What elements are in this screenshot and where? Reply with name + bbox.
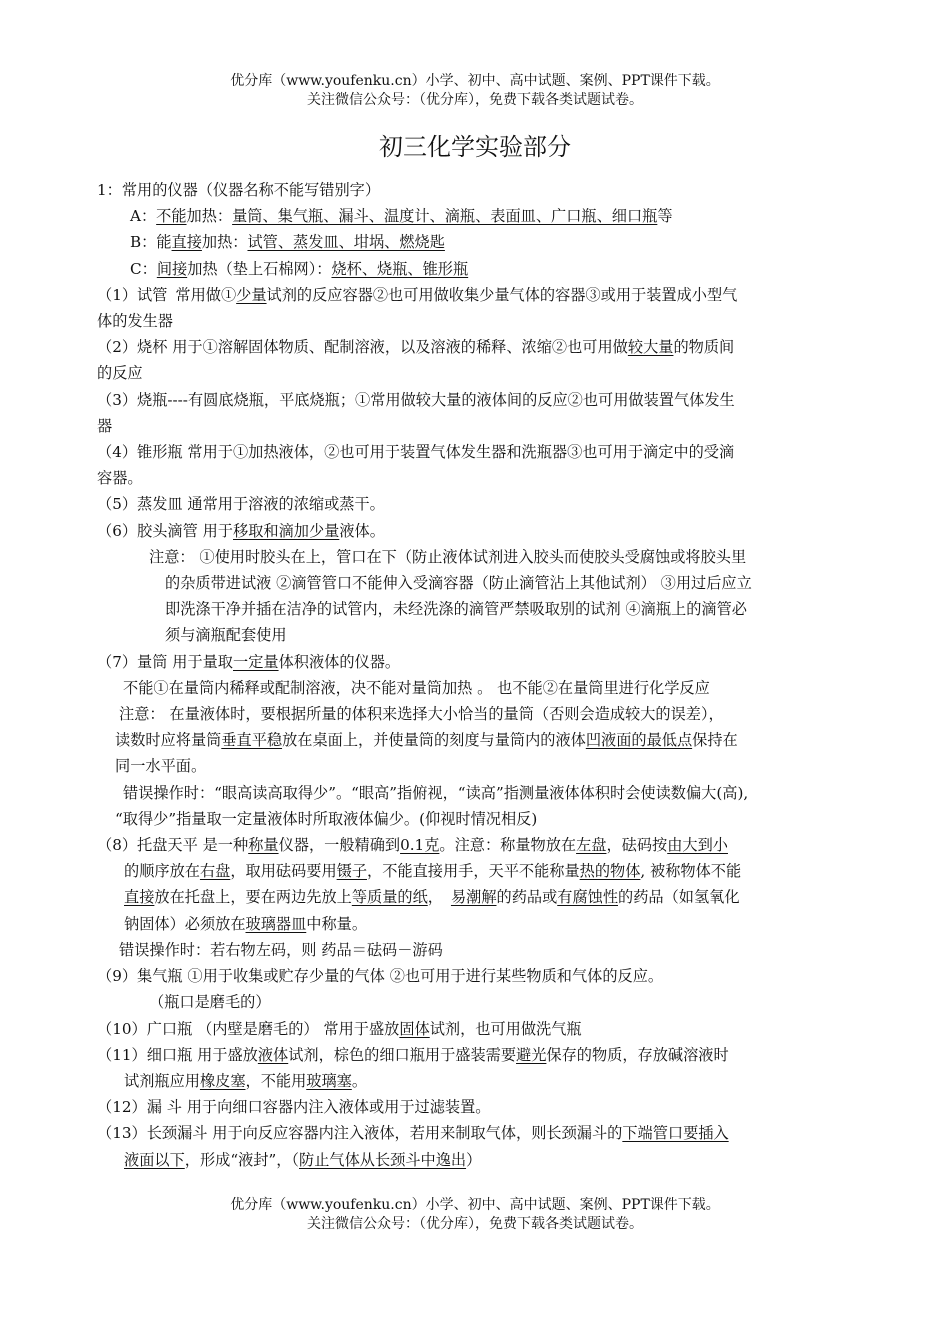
item-8-error: 错误操作时：若右物左码，则 药品＝砝码－游码 <box>119 940 443 959</box>
item-7-line-6: 错误操作时：“眼高读高取得少”。“眼高”指俯视，“读高”指测量液体体积时会使读数偏大(高), <box>123 783 749 802</box>
item-5: （5）蒸发皿 通常用于溶液的浓缩或蒸干。 <box>97 495 385 514</box>
item-12: （12）漏 斗 用于向细口容器内注入液体或用于过滤装置。 <box>97 1098 491 1117</box>
item-7-line-1: （7）量筒 用于量取一定量体积液体的仪器。 <box>97 652 401 671</box>
item-11-line-1: （11）细口瓶 用于盛放液体试剂，棕色的细口瓶用于盛装需要避光保存的物质，存放碱溶液时 <box>97 1045 729 1064</box>
category-a: A：不能加热：量筒、集气瓶、漏斗、温度计、滴瓶、表面皿、广口瓶、细口瓶等 <box>130 207 673 226</box>
category-c: C：间接加热（垫上石棉网）：烧杯、烧瓶、锥形瓶 <box>130 259 469 278</box>
item-6-note-4: 须与滴瓶配套使用 <box>165 626 287 645</box>
footer-line-2: 关注微信公众号：（优分库），免费下载各类试题试卷。 <box>307 1216 643 1232</box>
item-7-line-5: 同一水平面。 <box>115 757 207 776</box>
item-2-line-2: 的反应 <box>97 364 143 383</box>
item-7-line-3: 注意： 在量液体时，要根据所量的体积来选择大小恰当的量筒（否则会造成较大的误差）， <box>119 705 724 724</box>
item-8-line-1: （8）托盘天平 是一种称量仪器，一般精确到0.1克。注意：称量物放在左盘，砝码按由大到小 <box>97 836 728 855</box>
item-13-line-1: （13）长颈漏斗 用于向反应容器内注入液体，若用来制取气体，则长颈漏斗的下端管口要插入 <box>97 1124 729 1143</box>
item-9-line-2: （瓶口是磨毛的） <box>149 993 271 1012</box>
page-header <box>0 72 950 110</box>
item-7-line-2: 不能①在量筒内稀释或配制溶液，决不能对量筒加热 。 也不能②在量筒里进行化学反应 <box>123 678 710 697</box>
item-8-line-4: 钠固体）必须放在玻璃器皿中称量。 <box>124 914 367 933</box>
section-heading: 1：常用的仪器（仪器名称不能写错别字） <box>97 181 381 199</box>
page-title: 初三化学实验部分 <box>379 133 571 161</box>
item-3-line-1: （3）烧瓶----有圆底烧瓶，平底烧瓶；①常用做较大量的液体间的反应②也可用做装置气体发生 <box>97 390 735 409</box>
item-13-line-2: 液面以下，形成“液封”，（防止气体从长颈斗中逸出） <box>124 1150 482 1169</box>
item-8-line-2: 的顺序放在右盘，取用砝码要用镊子，不能直接用手，天平不能称量热的物体, 被称物体不能 <box>124 862 742 881</box>
item-8-line-3: 直接放在托盘上，要在两边先放上等质量的纸， 易潮解的药品或有腐蚀性的药品（如氢氧化 <box>124 888 740 907</box>
item-7-line-4: 读数时应将量筒垂直平稳放在桌面上，并使量筒的刻度与量筒内的液体凹液面的最低点保持在 <box>115 731 738 750</box>
page-footer <box>0 1196 950 1234</box>
item-7-line-7: “取得少”指量取一定量液体时所取液体偏少。(仰视时情况相反) <box>115 809 538 828</box>
item-10: （10）广口瓶 （内壁是磨毛的） 常用于盛放固体试剂，也可用做洗气瓶 <box>97 1019 582 1038</box>
item-2-line-1: （2）烧杯 用于①溶解固体物质、配制溶液，以及溶液的稀释、浓缩②也可用做较大量的物质间 <box>97 338 735 357</box>
header-line-2: 关注微信公众号：（优分库），免费下载各类试题试卷。 <box>307 92 643 108</box>
item-1-line-1: （1）试管 常用做①少量试剂的反应容器②也可用做收集少量气体的容器③或用于装置成小型气 <box>97 285 738 304</box>
item-1-line-2: 体的发生器 <box>97 312 173 331</box>
item-6-note-1: 注意： ①使用时胶头在上，管口在下（防止液体试剂进入胶头而使胶头受腐蚀或将胶头里 <box>149 547 747 566</box>
item-4-line-2: 容器。 <box>97 469 143 488</box>
header-line-1: 优分库（www.youfenku.cn）小学、初中、高中试题、案例、PPT课件下载。 <box>230 73 720 89</box>
item-3-line-2: 器 <box>97 416 113 435</box>
item-6-line-1: （6）胶头滴管 用于移取和滴加少量液体。 <box>97 521 385 540</box>
item-6-note-3: 即洗涤干净并插在洁净的试管内，未经洗涤的滴管严禁吸取别的试剂 ④滴瓶上的滴管必 <box>165 600 747 619</box>
item-6-note-2: 的杂质带进试液 ②滴管管口不能伸入受滴容器（防止滴管沾上其他试剂） ③用过后应立 <box>165 574 752 593</box>
item-4-line-1: （4）锥形瓶 常用于①加热液体，②也可用于装置气体发生器和洗瓶器③也可用于滴定中的受滴 <box>97 443 735 462</box>
document-body <box>97 177 857 1173</box>
category-b: B：能直接加热：试管、蒸发皿、坩埚、燃烧匙 <box>130 233 445 252</box>
footer-line-1: 优分库（www.youfenku.cn）小学、初中、高中试题、案例、PPT课件下载。 <box>230 1197 720 1213</box>
item-9-line-1: （9）集气瓶 ①用于收集或贮存少量的气体 ②也可用于进行某些物质和气体的反应。 <box>97 967 664 986</box>
item-11-line-2: 试剂瓶应用橡皮塞，不能用玻璃塞。 <box>124 1071 367 1090</box>
